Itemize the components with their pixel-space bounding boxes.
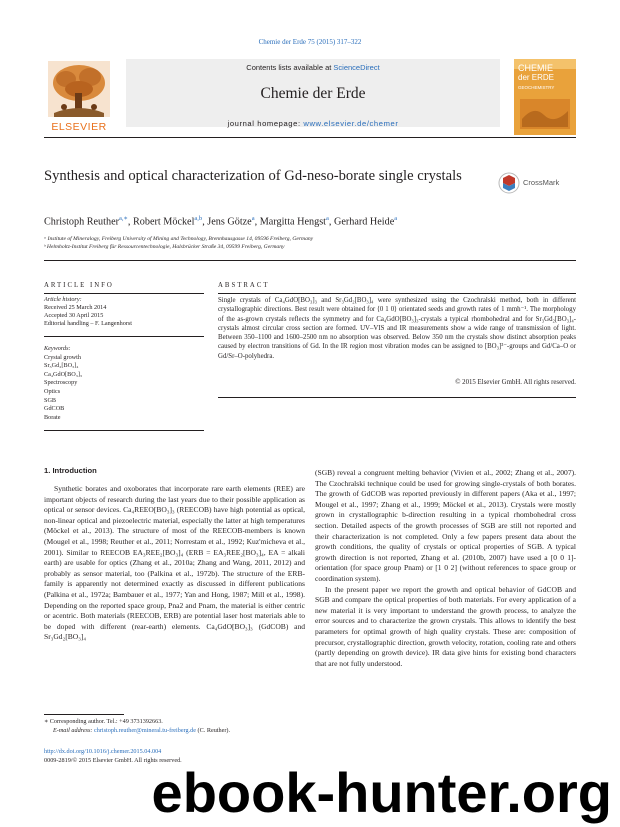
article-title: Synthesis and optical characterization of Gd-neso-borate single crystals — [44, 168, 462, 184]
masthead-panel — [126, 59, 500, 127]
history-accepted: Accepted 30 April 2015 — [44, 312, 104, 319]
body-paragraph: Synthetic borates and oxoborates that incorporate rare earth elements (REE) are important objects of research during the last years due to their possible application as optical or sensor devices. Ca₄REEO[BO₃]₃ (REECOB) have high potential as optical, non-linear optical and piezoelectric material, especially the latter at high temperatures (Möckel et al., 2013). The structure of most of the REECOB-members is known (Mougel et al., 1998; Reuther et al., 2011; Norrestam et al., 1992; Kuz'micheva et al., 2001). Similar to REECOB EA₃REE₂[BO₃]₄ (ERB = EA₃REE₂[BO₃]₄, EA = alkali earth) are usable for optics (Zhang et al., 2010a; Zhang and Wang, 2011, 2012) and probably as sensor material, too (Palkina et al., 1972b). The structure of the ERB-family is apparently not determined exactly as discussed in different publications (Palkina et al., 1972a; Bambauer et al., 1977; Yan and Hong, 1987; Mill et al., 1998). Depending on the reported space group, Pna2 and Pnam, the material is either centric or acentric. Both materials (REECOB, ERB) are potential laser host materials able to be doped with different (rear-earth) elements. Ca₄GdO[BO₃]₃ (GdCOB) and Sr₃Gd₂[BO₃]₄ — [44, 484, 305, 642]
cover-title-line1: CHEMIE — [518, 63, 554, 73]
history-divider — [44, 336, 204, 337]
keywords-divider — [44, 430, 204, 431]
journal-cover[interactable] — [514, 59, 576, 135]
body-column-left — [44, 484, 305, 643]
author-name[interactable]: Christoph Reuther — [44, 216, 119, 228]
keyword-item: SGB — [44, 396, 57, 404]
article-history — [44, 296, 204, 328]
author-name[interactable]: Robert Möckel — [133, 216, 195, 228]
abstract-heading: ABSTRACT — [218, 282, 270, 289]
contents-line — [126, 63, 500, 72]
corresponding-author-footnote — [44, 718, 305, 735]
journal-title: Chemie der Erde — [260, 85, 366, 102]
keyword-item: Ca₄GdO[BO₃]₃ — [44, 370, 83, 378]
crossmark-icon — [498, 172, 520, 194]
elsevier-logo[interactable] — [44, 59, 114, 135]
elsevier-wordmark: ELSEVIER — [51, 121, 107, 133]
cover-title-line2: der ERDE — [518, 73, 555, 82]
section-heading-introduction: 1. Introduction — [44, 466, 97, 475]
email-label: E-mail address: — [53, 726, 95, 734]
author-affiliation-mark[interactable]: a,∗ — [118, 215, 128, 222]
author-name[interactable]: Jens Götze — [207, 216, 252, 228]
email-suffix: (C. Reuther). — [196, 726, 231, 734]
article-info-heading: ARTICLE INFO — [44, 282, 114, 289]
author-list: Christoph Reuther$^{a,∗}$, Robert Möckel$^{a,b}$, Jens Götze$^a$, Margitta Hengst$^a$, Gerhard Heide$^a$ — [44, 215, 398, 228]
keyword-item: Sr₃Gd₂[BO₃]₄ — [44, 362, 79, 370]
issn-line: 0009-2819/© 2015 Elsevier GmbH. All rights reserved. — [44, 756, 182, 764]
author-affiliation-mark[interactable]: a,b — [194, 215, 203, 222]
affiliation-b: ᵇ Helmholtz-Institut Freiberg für Ressourcentechnologie, Halsbrücker Straße 34, 09599 Freiberg, Germany — [44, 244, 285, 250]
body-column-right — [315, 468, 576, 669]
email-link[interactable]: christoph.reuther@mineral.tu-freiberg.de — [94, 726, 196, 734]
doi-link[interactable]: http://dx.doi.org/10.1016/j.chemer.2015.04.004 — [44, 748, 162, 755]
corresponding-author-line: ∗ Corresponding author. Tel.: +49 3731392663. — [44, 718, 163, 725]
history-label: Article history: — [44, 296, 82, 303]
author-affiliation-mark[interactable]: a — [326, 215, 329, 222]
crossmark-label: CrossMark — [523, 178, 560, 187]
homepage-link[interactable]: www.elsevier.de/chemer — [303, 119, 399, 128]
homepage-line — [126, 119, 500, 128]
keyword-item: GdCOB — [44, 405, 65, 413]
keyword-item: Optics — [44, 387, 61, 395]
journal-reference[interactable]: Chemie der Erde 75 (2015) 317–322 — [258, 38, 362, 46]
contents-prefix: Contents lists available at — [246, 63, 334, 72]
keywords-label: Keywords: — [44, 345, 71, 352]
cover-subtitle: GEOCHEMISTRY — [518, 85, 555, 90]
author-name[interactable]: Margitta Hengst — [259, 216, 326, 228]
sciencedirect-link[interactable]: ScienceDirect — [333, 63, 380, 72]
info-divider — [44, 293, 204, 294]
footnote-divider — [44, 714, 124, 715]
abstract-divider — [218, 293, 576, 294]
email-line — [44, 727, 305, 736]
watermark — [140, 754, 620, 827]
abstract-body: Single crystals of Ca₄GdO[BO₃]₃ and Sr₃Gd₂[BO₃]₄ were synthesized using the Czochralski method, both in different crystallographic directions. Best result were obtained for ⟨0 1 0⟩ orientated seeds and growth rates of 1 mmh⁻¹. The morphology of the as-grown crystals reflects the symmetry and for Ca₄GdO[BO₃]₃-crystals a typical rhombohedral and for Sr₃Gd₂[BO₃]₄-crystals almost circular cross section are formed. UV–VIS and IR measurements show a wide range of transmission of light. Between 350–1100 and 1600–2500 nm no absorption was observed. Below 350 nm the crystals show distinct absorption peaks caused by electron transitions of Gd. In the IR region most vibration modes can be assigned to [BO₃]³⁻-groups and Gd/Ca–O or Gd/Sr–O-polyhedra. — [218, 297, 576, 360]
header-divider — [44, 137, 576, 138]
keyword-item: Crystal growth — [44, 353, 81, 361]
keyword-item: Borate — [44, 413, 61, 421]
body-paragraph: In the present paper we report the growth and optical behavior of GdCOB and SGB and compare the optical properties of both materials. For every application of a new material it is very important to understand the growth process, to analyze the error sources and to characterize the grown crystals. This allows to identify the best parameters for optimal growth of high quality crystals. These are: composition of precursor, crystallographic direction, growth velocity, rotation, cooling rate and others (partly depending on growth device). IR data give hints for existing bond characters that are not fully understood. — [315, 584, 576, 668]
author-affiliation-mark[interactable]: a — [394, 215, 398, 222]
history-received: Received 25 March 2014 — [44, 304, 107, 311]
affiliation-divider — [44, 260, 576, 261]
journal-masthead — [44, 59, 576, 135]
crossmark-badge[interactable] — [498, 172, 584, 194]
copyright-notice: © 2015 Elsevier GmbH. All rights reserved. — [455, 379, 576, 386]
history-editorial: Editorial handling – F. Langenhorst — [44, 320, 133, 327]
author-affiliation-mark[interactable]: a — [251, 215, 255, 222]
watermark-text: ebook-hunter.org — [151, 761, 612, 824]
keywords-list — [44, 345, 204, 422]
affiliation-a: ᵃ Institute of Mineralogy, Freiberg University of Mining and Technology, Brennhausgasse 14, 09596 Freiberg, Germany — [44, 236, 314, 242]
author-name[interactable]: Gerhard Heide — [333, 216, 395, 228]
body-paragraph: (SGB) reveal a congruent melting behavior (Vivien et al., 2002; Zhang et al., 2007). The Czochralski technique could be used for growing single-crystals of both borates. The growth of GdCOB was reported previously in different papers (Aka et al., 1997; Mougel et al., 1997; Zhang et al., 1999; Möckel et al., 2013). Crystals were mostly grown in crystallographic b-direction resulting in a typical rhombohedral cross section. Detailed aspects of the growth processes of SGB are still not reported and their characterization is not completed. Only a few papers present data about the growth conditions, the quality of crystals or optical properties of SGB. A typical growth direction is not reported, Zhang et al. (2010b, 2007) have used a [0 0 1]-orientation (for space group Pnam) or [1 0 2] (without references to space group or coordination system). — [315, 468, 576, 583]
homepage-prefix: journal homepage: — [227, 119, 304, 128]
keyword-item: Spectroscopy — [44, 379, 78, 387]
abstract-end-divider — [218, 397, 576, 398]
